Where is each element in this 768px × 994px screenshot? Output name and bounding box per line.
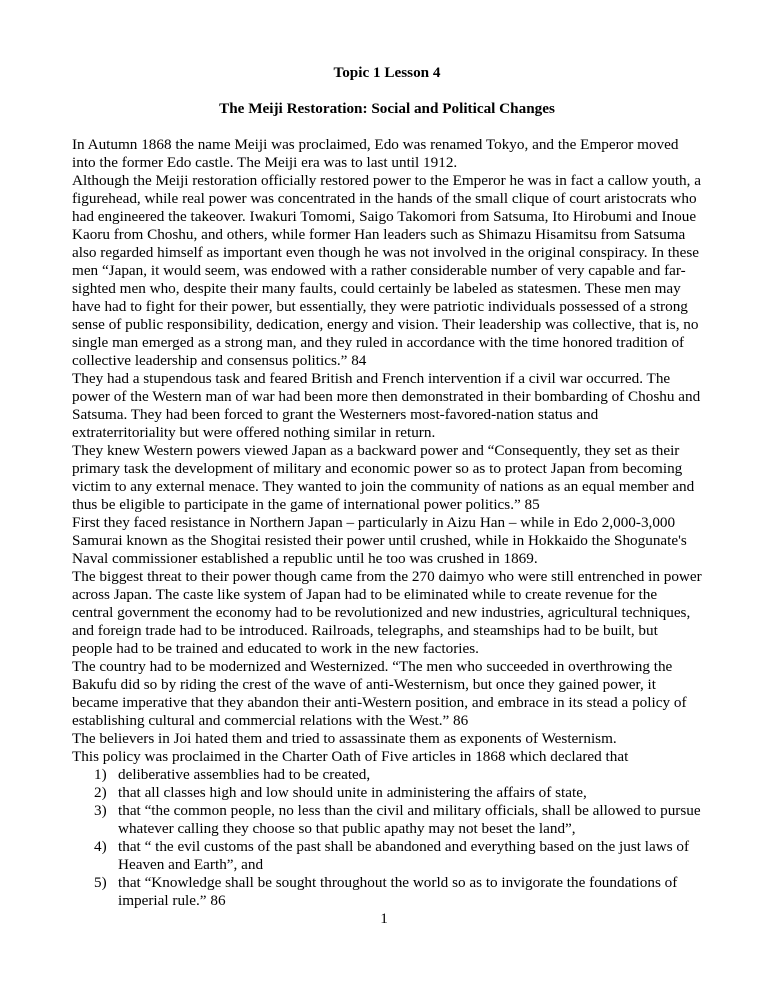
list-number: 5)	[94, 874, 107, 891]
list-item	[72, 838, 702, 874]
list-item	[72, 874, 702, 910]
list-text: that “ the evil customs of the past shall be abandoned and everything based on the just laws of Heaven and Earth”, and	[118, 838, 690, 873]
paragraph-joi-believers: The believers in Joi hated them and tried to assassinate them as exponents of Westernism.	[72, 730, 617, 747]
list-number: 2)	[94, 784, 107, 801]
paragraph-military-economic-power: They knew Western powers viewed Japan as a backward power and “Consequently, they set as their primary task the development of military and economic power so as to protect Japan from becoming victim to any external menace. They wanted to join the community of nations as an equal member and thus be eligible to participate in the game of international power politics.” 85	[72, 442, 695, 513]
document-page	[72, 64, 702, 910]
list-text: that “the common people, no less than the civil and military officials, shall be allowed to pursue whatever calling they choose so that public apathy may not beset the land”,	[118, 802, 701, 837]
paragraph-resistance: First they faced resistance in Northern Japan – particularly in Aizu Han – while in Edo 2,000-3,000 Samurai known as the Shogitai resisted their power until crushed, while in Hokkaido the Shogunate's Naval commissioner established a republic until he too was crushed in 1869.	[72, 514, 687, 567]
list-number: 4)	[94, 838, 107, 855]
list-text: deliberative assemblies had to be created,	[118, 766, 371, 783]
list-item	[72, 784, 702, 802]
list-text: that “Knowledge shall be sought throughout the world so as to invigorate the foundations of imperial rule.” 86	[118, 874, 678, 909]
paragraph-daimyo-threat: The biggest threat to their power though came from the 270 daimyo who were still entrenched in power across Japan. The caste like system of Japan had to be eliminated while to create revenue for the central government the economy had to be revolutionized and new industries, agricultural techniques, and foreign trade had to be introduced. Railroads, telegraphs, and steamships had to be built, but people had to be trained and educated to work in the new factories.	[72, 568, 702, 657]
list-number: 3)	[94, 802, 107, 819]
charter-oath-list	[72, 766, 702, 910]
paragraph-meiji-proclaimed: In Autumn 1868 the name Meiji was proclaimed, Edo was renamed Tokyo, and the Emperor moved into the former Edo castle. The Meiji era was to last until 1912.	[72, 136, 679, 171]
document-title: The Meiji Restoration: Social and Political Changes	[219, 100, 555, 117]
paragraph-westernization: The country had to be modernized and Westernized. “The men who succeeded in overthrowing the Bakufu did so by riding the crest of the wave of anti-Westernism, but once they gained power, it became imperative that they abandon their anti-Western position, and embrace in its stead a policy of establishing cultural and commercial relations with the West.” 86	[72, 658, 687, 729]
paragraph-foreign-intervention: They had a stupendous task and feared British and French intervention if a civil war occurred. The power of the Western man of war had been more then demonstrated in their bombarding of Choshu and Satsuma. They had been forced to grant the Westerners most-favored-nation status and extraterritoriality but were offered nothing similar in return.	[72, 370, 701, 441]
list-text: that all classes high and low should unite in administering the affairs of state,	[118, 784, 587, 801]
list-item	[72, 802, 702, 838]
paragraph-oligarchs: Although the Meiji restoration officially restored power to the Emperor he was in fact a callow youth, a figurehead, while real power was concentrated in the hands of the small clique of court aristocrats who had engineered the takeover. Iwakuri Tomomi, Saigo Takomori from Satsuma, Ito Hirobumi and Inoue Kaoru from Choshu, and others, while former Han leaders such as Shimazu Hisamitsu from Satsuma also regarded himself as important even though he was not involved in the original conspiracy. In these men “Japan, it would seem, was endowed with a rather considerable number of very capable and far-sighted men who, despite their many faults, could certainly be labeled as statesmen. These men may have had to fight for their power, but essentially, they were patriotic individuals possessed of a strong sense of public responsibility, dedication, energy and vision. Their leadership was collective, that is, no single man emerged as a strong man, and they ruled in accordance with the time honored tradition of collective leadership and consensus politics.” 84	[72, 172, 701, 369]
list-item	[72, 766, 702, 784]
list-number: 1)	[94, 766, 107, 783]
page-number: 1	[380, 910, 388, 927]
topic-heading: Topic 1 Lesson 4	[333, 64, 441, 81]
paragraph-charter-oath-intro: This policy was proclaimed in the Charter Oath of Five articles in 1868 which declared that	[72, 748, 629, 765]
